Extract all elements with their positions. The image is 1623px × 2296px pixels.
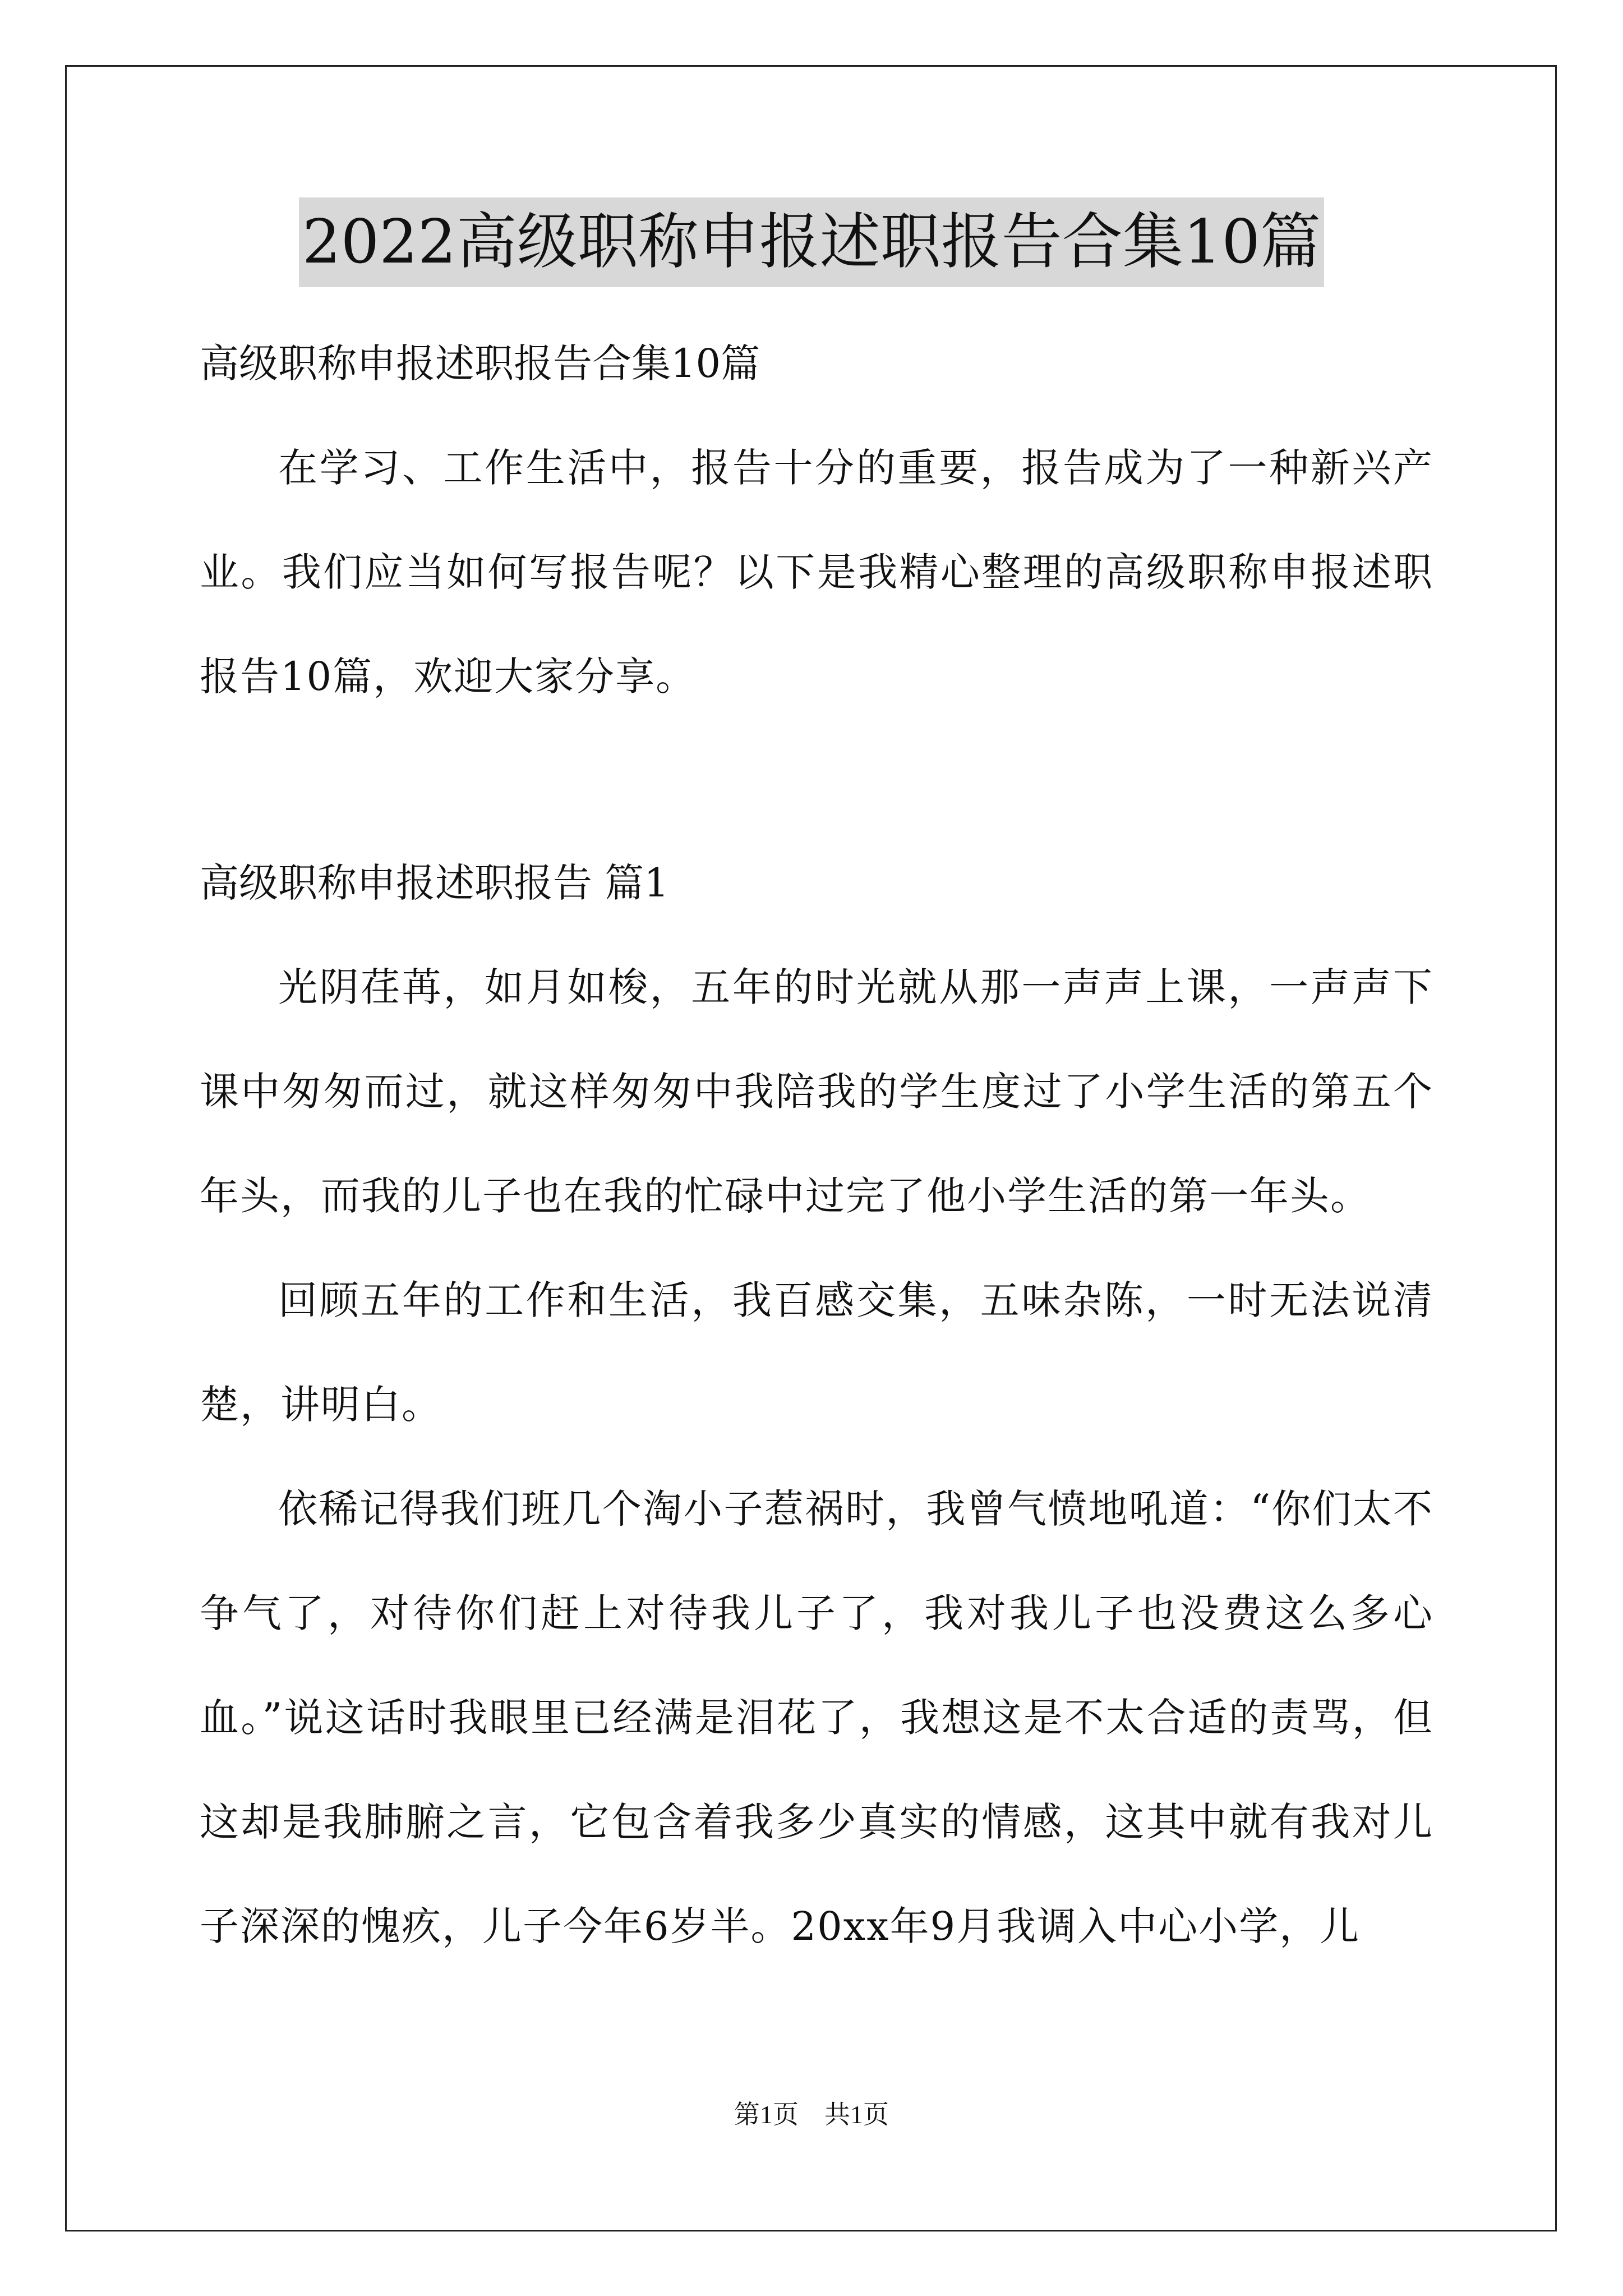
page-footer xyxy=(0,2098,1623,2132)
section-heading: 高级职称申报述职报告 篇1 xyxy=(200,860,669,906)
page-number: 第1页 共1页 xyxy=(734,2100,889,2129)
body-paragraph-2: 回顾五年的工作和生活，我百感交集，五味杂陈，一时无法说清楚，讲明白。 xyxy=(200,1277,1433,1428)
document-subtitle: 高级职称申报述职报告合集10篇 xyxy=(200,341,760,386)
body-paragraph-3: 依稀记得我们班几个淘小子惹祸时，我曾气愤地吼道：“你们太不争气了，对待你们赶上对待我儿子了，我对我儿子也没费这么多心血。”说这话时我眼里已经满是泪花了，我想这是不太合适的责骂，但这却是我肺腑之言，它包含着我多少真实的情感，这其中就有我对儿子深深的愧疚，儿子今年6岁半。20xx年9月我调入中心小学，儿 xyxy=(200,1486,1433,1949)
document-body xyxy=(200,311,1433,1978)
document-title xyxy=(0,197,1623,287)
body-paragraph-1: 光阴荏苒，如月如梭，五年的时光就从那一声声上课，一声声下课中匆匆而过，就这样匆匆中我陪我的学生度过了小学生活的第五个年头，而我的儿子也在我的忙碌中过完了他小学生活的第一年头。 xyxy=(200,964,1433,1219)
intro-paragraph: 在学习、工作生活中，报告十分的重要，报告成为了一种新兴产业。我们应当如何写报告呢？以下是我精心整理的高级职称申报述职报告10篇，欢迎大家分享。 xyxy=(200,445,1433,700)
document-title-text: 2022高级职称申报述职报告合集10篇 xyxy=(299,197,1324,287)
